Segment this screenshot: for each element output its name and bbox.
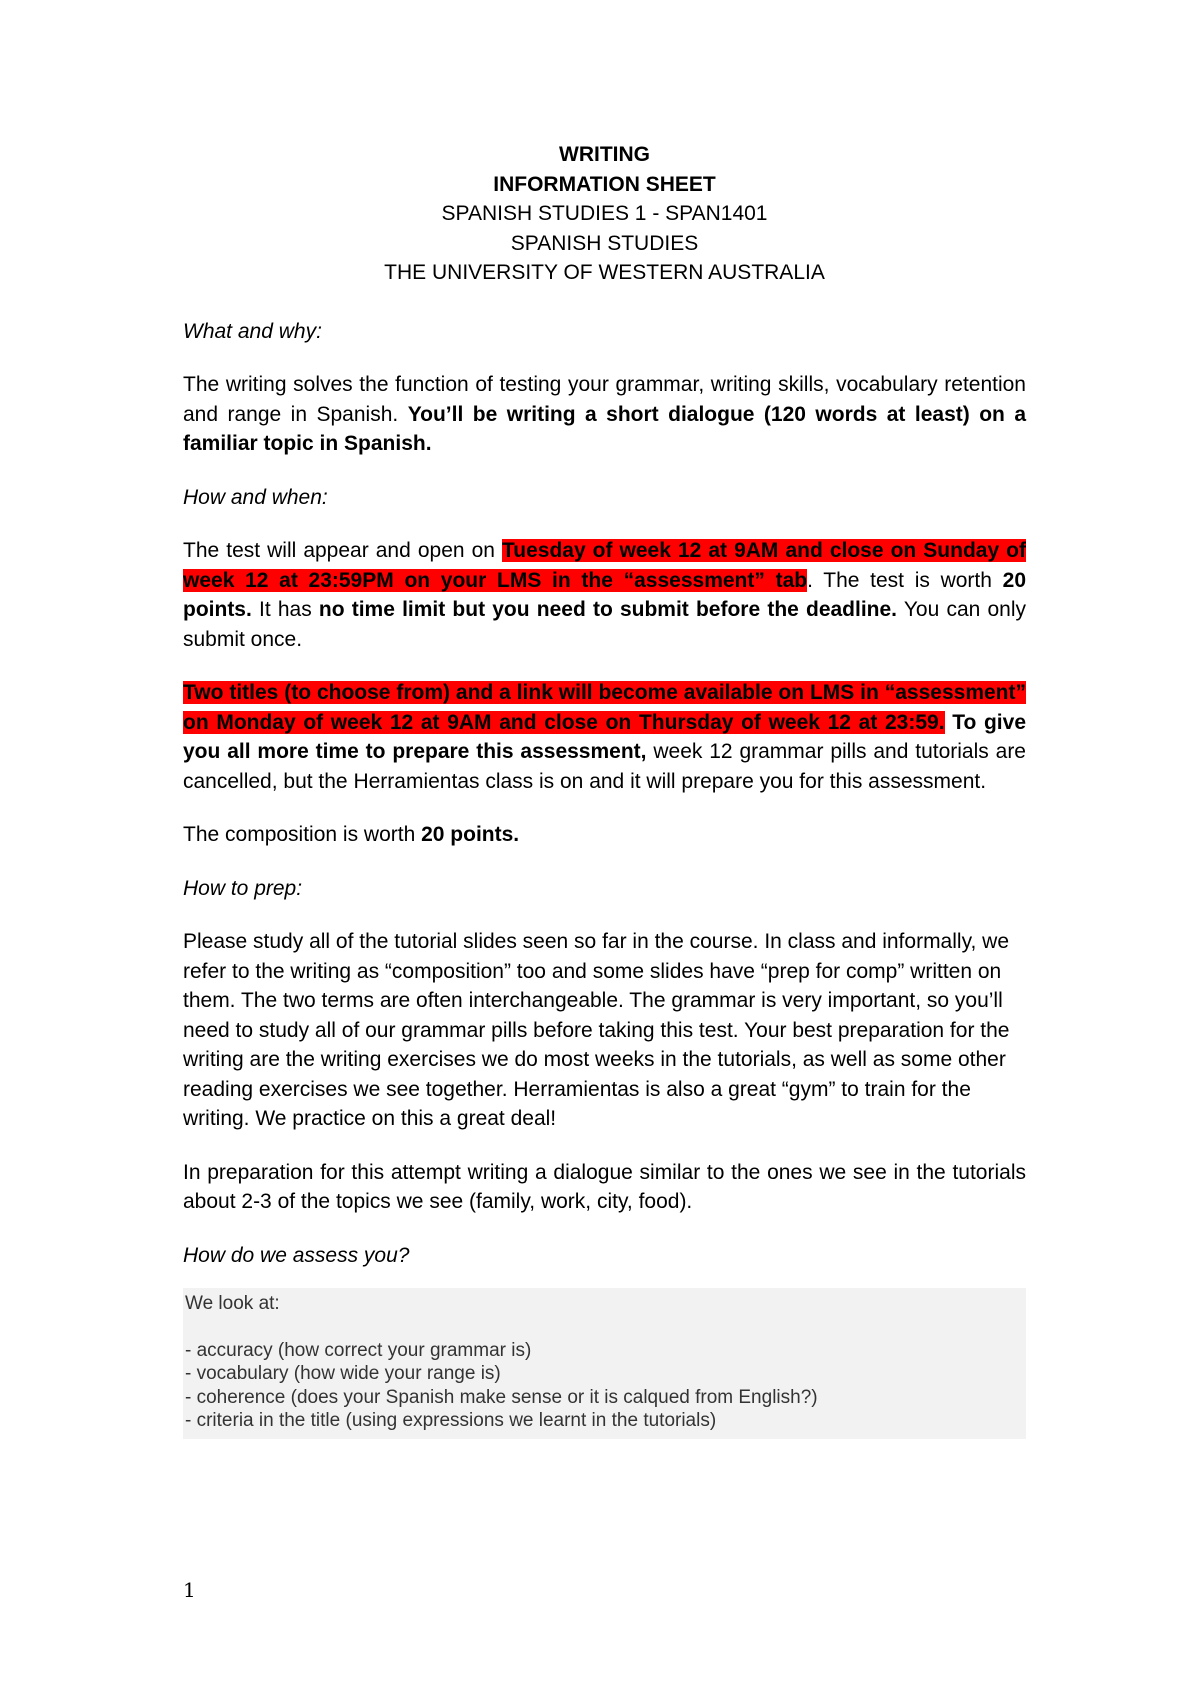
how-when-bold-points: 20 points. [183,568,1026,621]
criteria-item: - coherence (does your Spanish make sense or it is calqued from English?) [185,1386,818,1408]
heading-how-do-we-assess: How do we assess you? [183,1243,410,1267]
heading-what-and-why: What and why: [183,319,322,343]
title-information-sheet: INFORMATION SHEET [493,172,716,196]
criteria-item: - accuracy (how correct your grammar is) [185,1339,532,1361]
page-number: 1 [183,1578,196,1602]
title-writing: WRITING [559,143,650,166]
how-when-bold-prepare: To give you all more time to prepare this assessment, [183,710,1026,763]
heading-how-and-when: How and when: [183,485,328,509]
department: SPANISH STUDIES [510,231,699,255]
what-why-paragraph [183,370,1026,459]
highlight-titles-available: Two titles (to choose from) and a link will become available on LMS in “assessment” on Monday of week 12 at 9AM and close on Thursday of week 12 at 23:59. [183,681,1026,734]
how-when-text-cancelled: week 12 grammar pills and tutorials are cancelled, but the Herramientas class is on and it will prepare you for this assessment. [183,740,1026,793]
university: THE UNIVERSITY OF WESTERN AUSTRALIA [384,261,825,284]
how-when-text-1: The test will appear and open on [183,539,502,562]
how-prep-paragraph-2: In preparation for this attempt writing a dialogue similar to the ones we see in the tutorials about 2-3 of the topics we see (family, work, city, food). [183,1160,1026,1213]
composition-worth-text: The composition is worth [183,823,422,846]
how-when-paragraph-3 [183,820,1026,850]
what-why-bold: You’ll be writing a short dialogue (120 words at least) on a familiar topic in Spanish. [183,402,1027,455]
criteria-intro: We look at: [185,1293,280,1314]
assessment-criteria-box [183,1288,1026,1439]
course-code: SPANISH STUDIES 1 - SPAN1401 [441,202,768,225]
document-header [183,140,1026,288]
how-when-bold-deadline: no time limit but you need to submit before the deadline. [318,598,898,621]
how-when-text-4: You can only submit once. [183,598,1027,651]
how-when-paragraph-1 [183,536,1026,654]
criteria-item: - criteria in the title (using expressions we learnt in the tutorials) [185,1410,717,1431]
document-page [183,140,1026,1439]
how-when-text-2: . The test is worth [807,568,1003,592]
highlight-test-dates: Tuesday of week 12 at 9AM and close on Sunday of week 12 at 23:59PM on your LMS in the “assessment” tab [183,539,1026,592]
how-prep-paragraph-1: Please study all of the tutorial slides seen so far in the course. In class and informally, we refer to the writing as “composition” too and some slides have “prep for comp” written on them. The two terms are often interchangeable. The grammar is very important, so you’ll need to study all of our grammar pills before taking this test. Your best preparation for the writing are the writing exercises we do most weeks in the tutorials, as well as some other reading exercises we see together. Herramientas is also a great “gym” to train for the writing. We practice on this a great deal! [183,930,1010,1130]
how-when-paragraph-2 [183,678,1026,796]
what-why-text: The writing solves the function of testing your grammar, writing skills, vocabulary retention and range in Spanish. [183,373,1026,426]
how-when-text-3: It has [251,598,319,621]
criteria-item: - vocabulary (how wide your range is) [185,1363,501,1384]
heading-how-to-prep: How to prep: [183,876,303,900]
composition-worth-bold: 20 points. [421,823,520,846]
